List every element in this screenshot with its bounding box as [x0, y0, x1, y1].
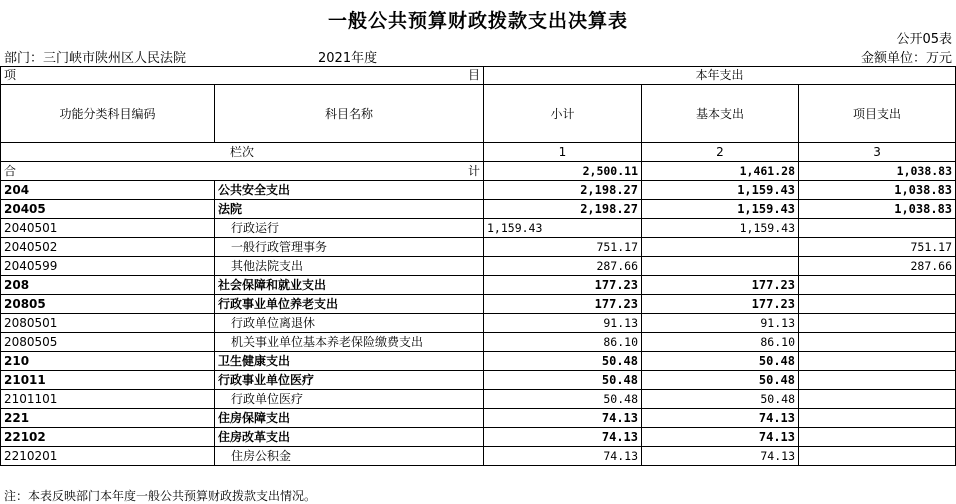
row-project [799, 295, 956, 314]
row-basic: 74.13 [642, 428, 799, 447]
row-project: 751.17 [799, 238, 956, 257]
header-subtotal: 小计 [484, 85, 642, 143]
table-row [1, 447, 956, 466]
row-code: 2080505 [1, 333, 215, 352]
row-project [799, 219, 956, 238]
column-index-row [1, 143, 956, 162]
header-mu: 目 [467, 68, 480, 82]
row-subtotal: 50.48 [484, 352, 642, 371]
row-project [799, 276, 956, 295]
row-basic: 177.23 [642, 295, 799, 314]
row-code: 204 [1, 181, 215, 200]
row-basic: 50.48 [642, 352, 799, 371]
row-subtotal: 74.13 [484, 447, 642, 466]
row-code: 20805 [1, 295, 215, 314]
row-code: 2040502 [1, 238, 215, 257]
table-row [1, 428, 956, 447]
row-project [799, 333, 956, 352]
row-basic: 1,159.43 [642, 219, 799, 238]
row-project [799, 314, 956, 333]
row-basic: 50.48 [642, 371, 799, 390]
table-row [1, 409, 956, 428]
lanci-label: 栏次 [1, 143, 484, 162]
row-code: 21011 [1, 371, 215, 390]
table-row [1, 314, 956, 333]
row-name: 行政运行 [215, 219, 484, 238]
form-number: 公开05表 [896, 32, 952, 47]
table-row [1, 295, 956, 314]
row-basic: 74.13 [642, 447, 799, 466]
row-name: 机关事业单位基本养老保险缴费支出 [215, 333, 484, 352]
department-label: 部门：三门峡市陕州区人民法院 [4, 51, 187, 66]
row-code: 20405 [1, 200, 215, 219]
table-row [1, 181, 956, 200]
row-project [799, 409, 956, 428]
row-subtotal: 50.48 [484, 390, 642, 409]
table-row [1, 371, 956, 390]
header-xiang-mu-cell [1, 67, 484, 85]
row-subtotal: 74.13 [484, 409, 642, 428]
row-project [799, 447, 956, 466]
row-subtotal: 86.10 [484, 333, 642, 352]
row-name: 卫生健康支出 [215, 352, 484, 371]
row-subtotal: 177.23 [484, 276, 642, 295]
year-label: 2021年度 [318, 51, 378, 66]
row-project [799, 390, 956, 409]
row-subtotal: 177.23 [484, 295, 642, 314]
row-name: 行政单位医疗 [215, 390, 484, 409]
row-subtotal: 91.13 [484, 314, 642, 333]
row-basic: 1,159.43 [642, 181, 799, 200]
header-xiang: 项 [4, 68, 17, 82]
table-row [1, 219, 956, 238]
row-name: 住房改革支出 [215, 428, 484, 447]
row-basic [642, 257, 799, 276]
row-project: 287.66 [799, 257, 956, 276]
table-row [1, 333, 956, 352]
row-code: 210 [1, 352, 215, 371]
row-basic: 177.23 [642, 276, 799, 295]
col-index-2: 2 [642, 143, 799, 162]
row-project [799, 352, 956, 371]
header-code: 功能分类科目编码 [1, 85, 215, 143]
row-subtotal: 287.66 [484, 257, 642, 276]
row-project: 1,038.83 [799, 200, 956, 219]
total-ji: 计 [467, 164, 480, 178]
table-row [1, 238, 956, 257]
row-code: 221 [1, 409, 215, 428]
row-name: 社会保障和就业支出 [215, 276, 484, 295]
row-code: 2080501 [1, 314, 215, 333]
header-project: 项目支出 [799, 85, 956, 143]
total-subtotal: 2,500.11 [484, 162, 642, 181]
table-row [1, 390, 956, 409]
page-title: 一般公共预算财政拨款支出决算表 [327, 10, 628, 32]
row-subtotal: 2,198.27 [484, 200, 642, 219]
header-current-year: 本年支出 [484, 67, 956, 85]
row-subtotal: 1,159.43 [484, 219, 642, 238]
row-subtotal: 2,198.27 [484, 181, 642, 200]
row-name: 行政事业单位医疗 [215, 371, 484, 390]
row-code: 2101101 [1, 390, 215, 409]
row-subtotal: 50.48 [484, 371, 642, 390]
total-basic: 1,461.28 [642, 162, 799, 181]
table-row [1, 257, 956, 276]
unit-label: 金额单位：万元 [860, 51, 952, 66]
expenditure-table [0, 66, 956, 466]
table-row [1, 200, 956, 219]
row-code: 2210201 [1, 447, 215, 466]
row-name: 其他法院支出 [215, 257, 484, 276]
row-project [799, 371, 956, 390]
row-basic [642, 238, 799, 257]
col-index-3: 3 [799, 143, 956, 162]
row-name: 行政事业单位养老支出 [215, 295, 484, 314]
row-basic: 86.10 [642, 333, 799, 352]
table-row [1, 276, 956, 295]
row-code: 22102 [1, 428, 215, 447]
header-row-top [1, 67, 956, 85]
header-name: 科目名称 [215, 85, 484, 143]
total-row [1, 162, 956, 181]
row-subtotal: 74.13 [484, 428, 642, 447]
total-he: 合 [4, 164, 17, 178]
row-code: 2040599 [1, 257, 215, 276]
col-index-1: 1 [484, 143, 642, 162]
row-project: 1,038.83 [799, 181, 956, 200]
row-code: 2040501 [1, 219, 215, 238]
row-name: 公共安全支出 [215, 181, 484, 200]
row-basic: 1,159.43 [642, 200, 799, 219]
row-subtotal: 751.17 [484, 238, 642, 257]
row-name: 住房保障支出 [215, 409, 484, 428]
row-basic: 50.48 [642, 390, 799, 409]
row-name: 法院 [215, 200, 484, 219]
total-label-cell [1, 162, 484, 181]
row-code: 208 [1, 276, 215, 295]
table-row [1, 352, 956, 371]
row-basic: 91.13 [642, 314, 799, 333]
header-basic: 基本支出 [642, 85, 799, 143]
row-name: 一般行政管理事务 [215, 238, 484, 257]
row-project [799, 428, 956, 447]
row-basic: 74.13 [642, 409, 799, 428]
table-note: 注：本表反映部门本年度一般公共预算财政拨款支出情况。 [4, 489, 317, 503]
row-name: 住房公积金 [215, 447, 484, 466]
header-row-main [1, 85, 956, 143]
total-project: 1,038.83 [799, 162, 956, 181]
row-name: 行政单位离退休 [215, 314, 484, 333]
